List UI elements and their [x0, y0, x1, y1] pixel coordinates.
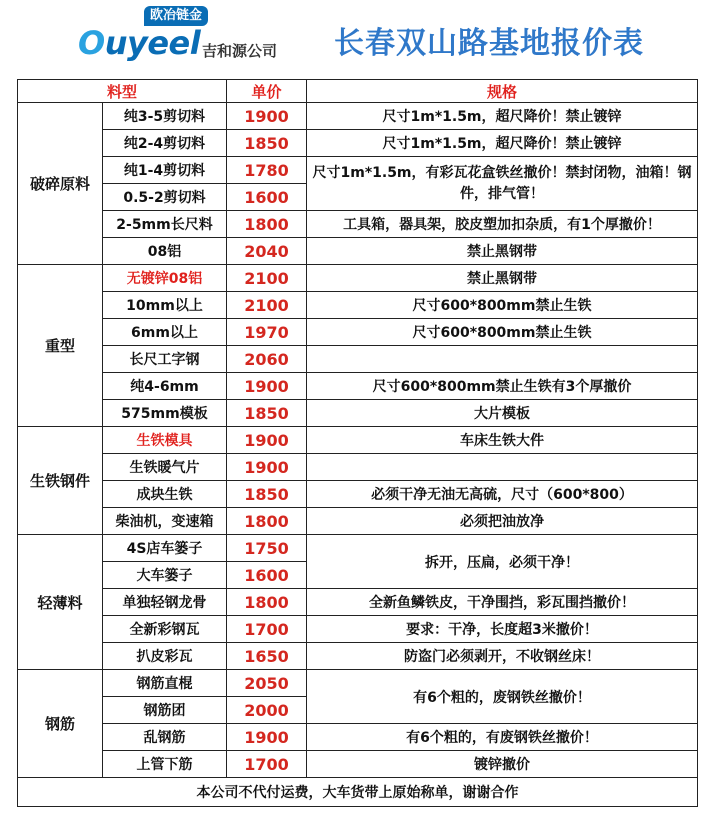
table-row	[18, 238, 698, 265]
table-row	[18, 346, 698, 373]
item-price: 1700	[227, 616, 307, 643]
item-spec: 禁止黑钢带	[307, 265, 698, 292]
item-type: 钢筋团	[103, 697, 227, 724]
table-row	[18, 265, 698, 292]
item-spec: 尺寸600*800mm禁止生铁有3个厚撤价	[307, 373, 698, 400]
item-spec: 工具箱，器具架，胶皮塑加扣杂质，有1个厚撤价！	[307, 211, 698, 238]
page-title: 长春双山路基地报价表	[334, 26, 644, 61]
group-cast-iron: 生铁钢件	[18, 427, 103, 535]
table-row	[18, 724, 698, 751]
table-row	[18, 535, 698, 562]
item-type: 大车篓子	[103, 562, 227, 589]
table-row	[18, 373, 698, 400]
header-spec: 规格	[307, 80, 698, 103]
table-row	[18, 427, 698, 454]
item-price: 1600	[227, 184, 307, 211]
logo-wordmark-rest: uyeel	[104, 24, 201, 62]
item-spec: 防盗门必须剥开，不收钢丝床！	[307, 643, 698, 670]
item-type: 无镀锌08铝	[103, 265, 227, 292]
header-type: 料型	[18, 80, 227, 103]
item-price: 1800	[227, 508, 307, 535]
item-type: 6mm以上	[103, 319, 227, 346]
item-spec: 尺寸600*800mm禁止生铁	[307, 319, 698, 346]
item-spec: 车床生铁大件	[307, 427, 698, 454]
item-type: 08铝	[103, 238, 227, 265]
item-price: 1650	[227, 643, 307, 670]
item-price: 2100	[227, 292, 307, 319]
item-type: 575mm模板	[103, 400, 227, 427]
item-type: 柴油机，变速箱	[103, 508, 227, 535]
table-row	[18, 130, 698, 157]
item-type: 纯1-4剪切料	[103, 157, 227, 184]
item-spec: 要求：干净，长度超3米撤价！	[307, 616, 698, 643]
item-price: 1750	[227, 535, 307, 562]
item-price: 2060	[227, 346, 307, 373]
price-table	[17, 79, 698, 807]
item-type: 成块生铁	[103, 481, 227, 508]
item-spec: 尺寸1m*1.5m，有彩瓦花盒铁丝撤价！禁封闭物，油箱！钢件，排气管！	[307, 157, 698, 211]
item-spec: 拆开，压扁，必须干净！	[307, 535, 698, 589]
table-row	[18, 643, 698, 670]
table-row	[18, 292, 698, 319]
item-spec: 必须把油放净	[307, 508, 698, 535]
item-type: 单独轻钢龙骨	[103, 589, 227, 616]
table-row	[18, 157, 698, 184]
table-row	[18, 400, 698, 427]
item-type: 扒皮彩瓦	[103, 643, 227, 670]
item-spec: 有6个粗的，有废钢铁丝撤价！	[307, 724, 698, 751]
group-rebar: 钢筋	[18, 670, 103, 778]
table-row	[18, 103, 698, 130]
table-row	[18, 616, 698, 643]
item-price: 1900	[227, 724, 307, 751]
item-price: 1900	[227, 103, 307, 130]
company-logo	[78, 6, 288, 72]
item-price: 1600	[227, 562, 307, 589]
logo-company-name: 吉和源公司	[202, 42, 278, 60]
item-type: 纯4-6mm	[103, 373, 227, 400]
item-type: 纯2-4剪切料	[103, 130, 227, 157]
item-type: 长尺工字钢	[103, 346, 227, 373]
item-spec: 尺寸1m*1.5m，超尺降价！禁止镀锌	[307, 130, 698, 157]
item-type: 10mm以上	[103, 292, 227, 319]
item-price: 2100	[227, 265, 307, 292]
table-row	[18, 481, 698, 508]
table-row	[18, 319, 698, 346]
item-type: 全新彩钢瓦	[103, 616, 227, 643]
table-row	[18, 751, 698, 778]
item-spec: 大片模板	[307, 400, 698, 427]
footer-note: 本公司不代付运费，大车货带上原始称单，谢谢合作	[18, 778, 698, 807]
item-spec: 有6个粗的，废钢铁丝撤价！	[307, 670, 698, 724]
table-row	[18, 589, 698, 616]
logo-badge: 欧冶链金	[144, 6, 208, 26]
item-price: 1700	[227, 751, 307, 778]
item-price: 1800	[227, 211, 307, 238]
item-type: 生铁模具	[103, 427, 227, 454]
logo-wordmark	[78, 24, 200, 62]
item-price: 1900	[227, 373, 307, 400]
item-spec: 禁止黑钢带	[307, 238, 698, 265]
page-header	[0, 0, 713, 78]
item-price: 1900	[227, 427, 307, 454]
item-spec	[307, 346, 698, 373]
logo-wordmark-initial: O	[78, 24, 105, 62]
group-heavy: 重型	[18, 265, 103, 427]
table-row	[18, 670, 698, 697]
item-spec: 必须干净无油无高硫，尺寸（600*800）	[307, 481, 698, 508]
item-type: 上管下筋	[103, 751, 227, 778]
item-spec: 尺寸1m*1.5m，超尺降价！禁止镀锌	[307, 103, 698, 130]
item-type: 乱钢筋	[103, 724, 227, 751]
item-spec: 镀锌撤价	[307, 751, 698, 778]
item-type: 4S店车篓子	[103, 535, 227, 562]
table-row	[18, 211, 698, 238]
item-type: 生铁暖气片	[103, 454, 227, 481]
header-price: 单价	[227, 80, 307, 103]
table-row	[18, 508, 698, 535]
item-price: 1850	[227, 400, 307, 427]
item-spec: 全新鱼鳞铁皮，干净围挡，彩瓦围挡撤价！	[307, 589, 698, 616]
item-spec	[307, 454, 698, 481]
item-price: 1970	[227, 319, 307, 346]
item-price: 2040	[227, 238, 307, 265]
item-type: 0.5-2剪切料	[103, 184, 227, 211]
table-row	[18, 454, 698, 481]
item-price: 1900	[227, 454, 307, 481]
group-light-thin: 轻薄料	[18, 535, 103, 670]
item-price: 1850	[227, 130, 307, 157]
item-type: 钢筋直棍	[103, 670, 227, 697]
item-type: 纯3-5剪切料	[103, 103, 227, 130]
item-spec: 尺寸600*800mm禁止生铁	[307, 292, 698, 319]
item-price: 1850	[227, 481, 307, 508]
item-type: 2-5mm长尺料	[103, 211, 227, 238]
group-crushed: 破碎原料	[18, 103, 103, 265]
item-price: 1780	[227, 157, 307, 184]
item-price: 2050	[227, 670, 307, 697]
item-price: 2000	[227, 697, 307, 724]
item-price: 1800	[227, 589, 307, 616]
